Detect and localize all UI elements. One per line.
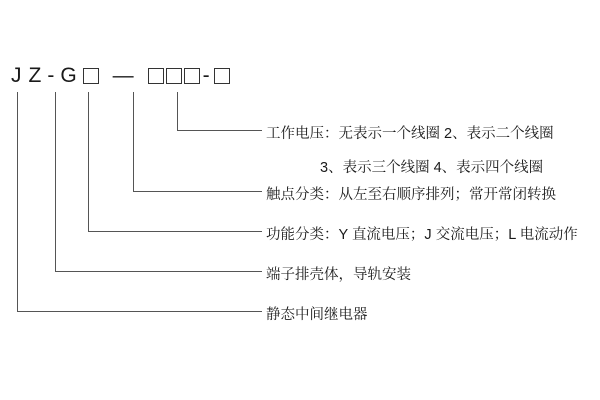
code-box-contact-2: [166, 68, 182, 84]
code-box-voltage: [214, 68, 230, 84]
code-letter-j: J: [11, 64, 23, 87]
annotation-function-class: 功能分类：Y 直流电压；J 交流电压；L 电流动作: [266, 227, 578, 243]
annotation-terminal-case: 端子排壳体，导轨安装: [266, 267, 411, 283]
code-letter-z: Z: [28, 64, 43, 87]
annotation-contact-class: 触点分类：从左至右顺序排列；常开常闭转换: [266, 187, 556, 203]
code-box-contact-1: [148, 68, 164, 84]
code-dash-3: -: [202, 64, 211, 87]
code-dash-2: —: [112, 64, 135, 87]
leader-vline-contact: [133, 92, 134, 191]
leader-vline-function: [88, 92, 89, 231]
leader-hline-contact: [133, 191, 262, 192]
code-dash-1: -: [47, 64, 56, 87]
leader-vline-voltage: [177, 92, 178, 130]
model-code: [8, 60, 231, 92]
leader-hline-voltage: [177, 130, 262, 131]
annotation-working-voltage: 工作电压：无表示一个线圈 2、表示二个线圈: [266, 126, 554, 142]
annotation-working-voltage-line2: 3、表示三个线圈 4、表示四个线圈: [320, 160, 544, 176]
leader-hline-product: [17, 311, 262, 312]
leader-vline-terminal: [55, 92, 56, 271]
code-letter-g: G: [60, 64, 78, 87]
code-box-contact-3: [184, 68, 200, 84]
annotation-product-name: 静态中间继电器: [266, 307, 368, 323]
leader-hline-terminal: [55, 271, 262, 272]
leader-hline-function: [88, 231, 262, 232]
leader-vline-product: [17, 92, 18, 311]
code-box-function: [83, 68, 99, 84]
